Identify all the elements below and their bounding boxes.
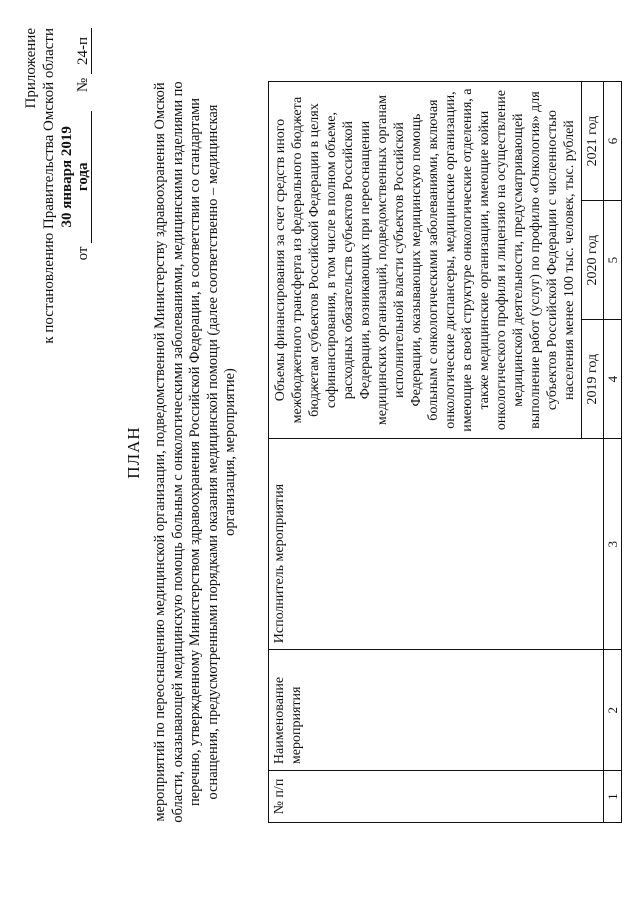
column-number: 3 xyxy=(604,439,622,650)
header-no: № п/п xyxy=(269,771,604,823)
date-prefix: от xyxy=(75,246,91,261)
header-finance: Объемы финансирования за счет средств иного межбюджетного трансферта из федерального бюджета бюджетам субъектов Российской Федерации в целях софинансирования, в том числе в полном объеме, расходных обязательств субъектов Российской Федерации, возникающих при переоснащении медицинских организаций, подведомственных органам исполнительной власти субъектов Российской Федерации, оказывающих медицинскую помощь больным с онкологическими заболеваниями, включая онкологические диспансеры, медицинские организации, имеющие в своей структуре онкологические отделения, а также медицинские организации, имеющие койки онкологического профиля и лицензию на осуществление медицинской деятельности, предусматривающей выполнение работ (услуг) по профилю «Онкология» для субъектов Российской Федерации с численностью населения менее 100 тыс. человек, тыс. рублей xyxy=(269,82,582,439)
appendix-decree-line: к постановлению Правительства Омской области xyxy=(41,28,57,344)
header-name: Наименование мероприятия xyxy=(269,650,604,771)
header-year-2021: 2021 год xyxy=(582,82,604,201)
page-subtitle: мероприятий по переоснащению медицинской организации, подведомственной Министерству здравоохранения Омской области, оказывающей медицинскую помощь больным с онкологическими заболеваниями, медицинскими изделиями по перечню, утвержденному Министерством здравоохранения Российской Федерации, в соответствии со стандартами оснащения, предусмотренными порядками оказания медицинской помощи (далее соответственно – медицинская организация, мероприятие) xyxy=(152,81,238,823)
column-number: 1 xyxy=(604,771,622,823)
header-year-2019: 2019 год xyxy=(582,320,604,439)
decree-date: 30 января 2019 года xyxy=(59,111,92,243)
column-number: 6 xyxy=(604,82,622,201)
number-sign: № xyxy=(75,77,91,93)
column-number: 5 xyxy=(604,201,622,320)
header-year-2020: 2020 год xyxy=(582,201,604,320)
plan-table xyxy=(268,81,622,823)
decree-number: 24-п xyxy=(75,28,92,74)
header-executor: Исполнитель мероприятия xyxy=(269,439,604,650)
appendix-label: Приложение xyxy=(23,28,39,109)
page-title: ПЛАН xyxy=(124,426,143,479)
appendix-date-line xyxy=(59,28,92,344)
appendix-block xyxy=(22,28,92,344)
table-column-numbers-row xyxy=(604,82,622,823)
column-number: 4 xyxy=(604,320,622,439)
column-number: 2 xyxy=(604,650,622,771)
table-header-row xyxy=(269,82,582,823)
